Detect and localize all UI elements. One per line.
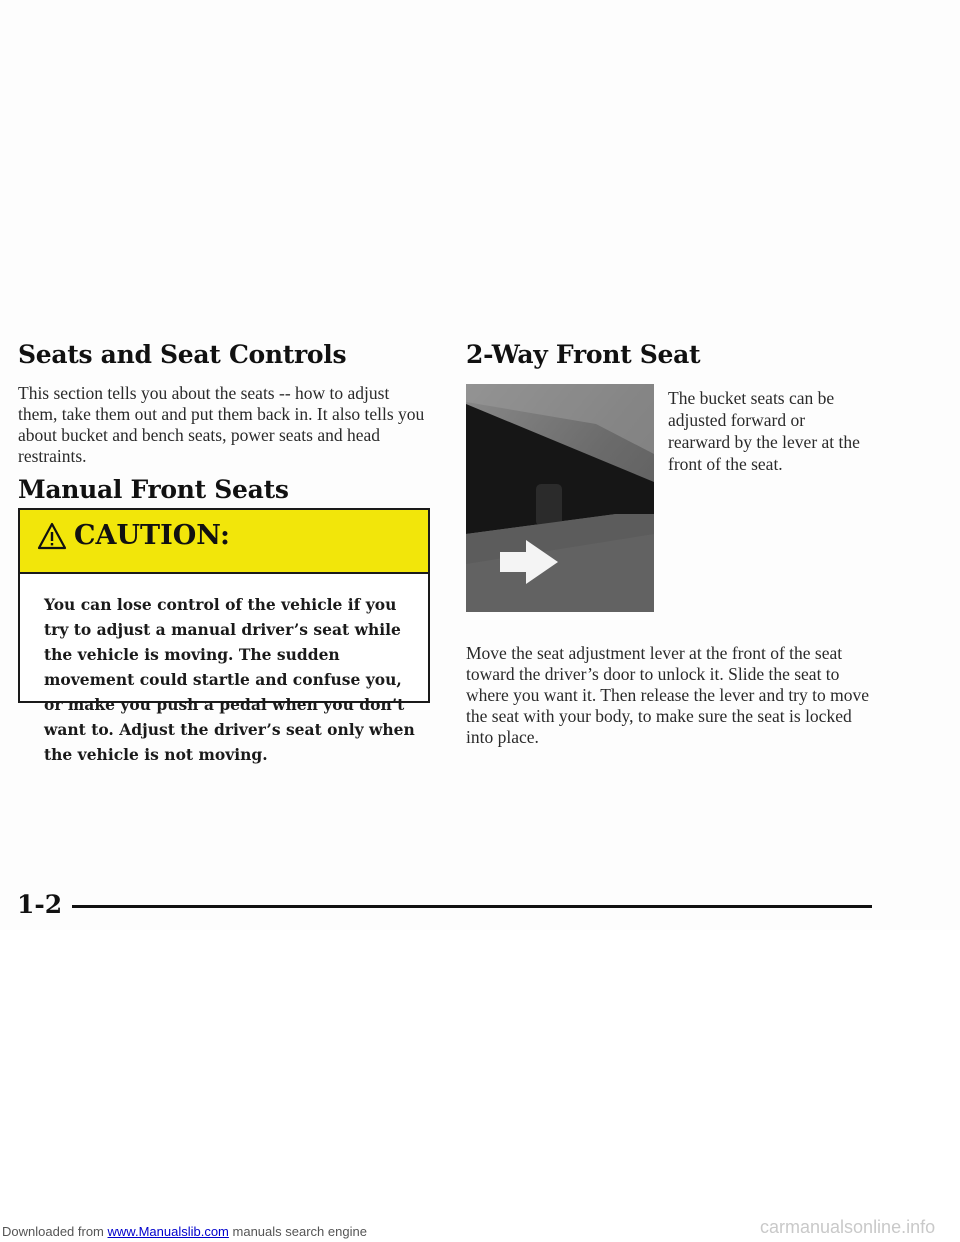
download-suffix: manuals search engine: [232, 1224, 367, 1239]
manualslib-link[interactable]: www.Manualslib.com: [107, 1224, 229, 1239]
caution-text: You can lose control of the vehicle if you try to adjust a manual driver’s seat while the vehicle is moving. The sudden movement could startle and confuse you, or make you push a pedal when you don’t want to. Adjust the driver’s seat only when the vehicle is not moving.: [44, 595, 415, 764]
seat-lever-photo: [466, 384, 654, 612]
warning-triangle-icon: [37, 522, 67, 550]
download-source-line: [2, 1224, 367, 1239]
seat-lever-illustration: [466, 384, 654, 612]
caution-title: CAUTION:: [74, 520, 230, 551]
site-watermark: carmanualsonline.info: [760, 1217, 936, 1237]
caution-banner: [20, 510, 428, 574]
adjustment-instructions: Move the seat adjustment lever at the front of the seat toward the driver’s door to unlock it. Slide the seat to where you want it. Then release the lever and try to move the seat with your body, to make sure the seat is locked into place.: [466, 643, 870, 747]
page-number: 1-2: [17, 890, 63, 919]
footer-rule: [72, 905, 872, 908]
download-prefix: Downloaded from: [2, 1224, 104, 1239]
section-heading: Seats and Seat Controls: [18, 340, 347, 369]
two-way-seat-heading: 2-Way Front Seat: [466, 340, 701, 369]
caution-box: [18, 508, 430, 764]
photo-caption: The bucket seats can be adjusted forward or rearward by the lever at the front of the seat.: [668, 388, 860, 474]
manual-front-seats-heading: Manual Front Seats: [18, 475, 289, 504]
intro-paragraph: This section tells you about the seats -- how to adjust them, take them out and put them back in. It also tells you about bucket and bench seats, power seats and head restraints.: [18, 383, 425, 466]
